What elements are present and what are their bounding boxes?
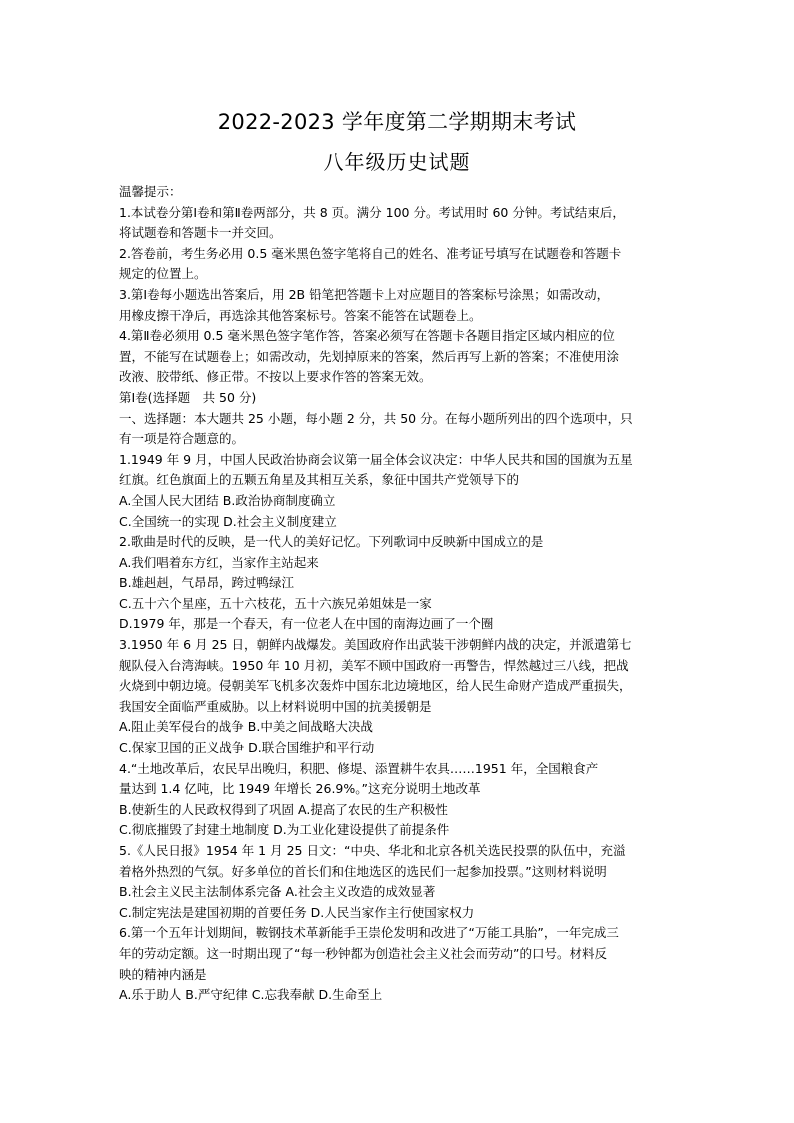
question-option: A.我们唱着东方红，当家作主站起来 [119, 554, 319, 570]
section-heading: 第Ⅰ卷(选择题 共 50 分) [119, 389, 257, 405]
question-options: A.阻止美军侵台的战争 B.中美之间战略大决战 [119, 719, 373, 735]
question-options: B.社会主义民主法制体系完备 A.社会主义改造的成效显著 [119, 884, 436, 900]
notice-line: 置，不能写在试题卷上；如需改动，先划掉原来的答案，然后再写上新的答案；不准使用涂 [119, 348, 620, 364]
question-options: A.乐于助人 B.严守纪律 C.忘我奉献 D.生命至上 [119, 987, 383, 1003]
notice-line: 1.本试卷分第Ⅰ卷和第Ⅱ卷两部分，共 8 页。满分 100 分。考试用时 60 分钟。考试结束后， [119, 204, 625, 220]
question-3 [119, 635, 685, 759]
notice-line: 4.第Ⅱ卷必须用 0.5 毫米黑色签字笔作答，答案必须写在答题卡各题目指定区域内相应的位 [119, 328, 615, 344]
question-stem: 年的劳动定额。这一时期出现了“每一秒钟都为创造社会主义社会而劳动”的口号。材料反 [119, 945, 607, 961]
question-stem: 5.《人民日报》1954 年 1 月 25 日文：“中央、华北和北京各机关选民投票的队伍中，充溢 [119, 843, 626, 858]
question-stem: 量达到 1.4 亿吨，比 1949 年增长 26.9%。”这充分说明土地改革 [119, 781, 481, 797]
notice-line: 3.第Ⅰ卷每小题选出答案后，用 2B 铅笔把答题卡上对应题目的答案标号涂黑；如需改动， [119, 286, 610, 302]
notice-line: 用橡皮擦干净后，再选涂其他答案标号。答案不能答在试题卷上。 [119, 307, 482, 323]
notice-line: 将试题卷和答题卡一并交回。 [119, 225, 282, 241]
question-option: B.雄赳赳，气昂昂，跨过鸭绿江 [119, 575, 295, 591]
question-stem: 火烧到中朝边境。侵朝美军飞机多次轰炸中国东北边境地区，给人民生命财产造成严重损失， [119, 678, 632, 694]
question-stem: 4.“土地改革后，农民早出晚归，积肥、修堤、添置耕牛农具……1951 年，全国粮食产 [119, 760, 599, 776]
section-header [119, 388, 685, 450]
question-stem: 1.1949 年 9 月，中国人民政治协商会议第一届全体会议决定：中华人民共和国的国旗为五星 [119, 451, 633, 467]
question-1 [119, 450, 685, 532]
notice-line: 规定的位置上。 [119, 266, 207, 282]
question-stem: 着格外热烈的气氛。好多单位的首长们和住地选区的选民们一起参加投票。”这则材料说明 [119, 863, 607, 879]
question-options: C.制定宪法是建国初期的首要任务 D.人民当家作主行使国家权力 [119, 904, 475, 920]
notice-line: 2.答卷前，考生务必用 0.5 毫米黑色签字笔将自己的姓名、准考证号填写在试题卷和答题卡 [119, 245, 622, 261]
section-intro-line: 一、选择题：本大题共 25 小题，每小题 2 分，共 50 分。在每小题所列出的四个选项中，只 [119, 410, 633, 426]
question-options: A.全国人民大团结 B.政治协商制度确立 [119, 492, 336, 508]
question-stem: 6.第一个五年计划期间，鞍钢技术革新能手王崇伦发明和改进了“万能工具胎”，一年完成三 [119, 925, 619, 941]
question-options: C.彻底摧毁了封建土地制度 D.为工业化建设提供了前提条件 [119, 822, 450, 838]
notice-block [119, 182, 685, 388]
question-option: D.1979 年，那是一个春天，有一位老人在中国的南海边画了一个圈 [119, 616, 494, 632]
question-options: C.全国统一的实现 D.社会主义制度建立 [119, 513, 337, 529]
question-stem: 映的精神内涵是 [119, 966, 207, 982]
question-stem: 红旗。红色旗面上的五颗五角星及其相互关系，象征中国共产党领导下的 [119, 472, 520, 488]
exam-body [119, 182, 685, 1006]
question-4 [119, 759, 685, 841]
section-intro-line: 有一项是符合题意的。 [119, 431, 245, 447]
question-stem: 我国安全面临严重威胁。以上材料说明中国的抗美援朝是 [119, 698, 432, 714]
question-stem: 3.1950 年 6 月 25 日，朝鲜内战爆发。美国政府作出武装干涉朝鲜内战的决定，并派遣第七 [119, 637, 632, 653]
exam-title: 2022-2023 学年度第二学期期末考试 [217, 110, 577, 134]
question-stem: 舰队侵入台湾海峡。1950 年 10 月初，美军不顾中国政府一再警告，悍然越过三八线，把战 [119, 657, 629, 673]
exam-subtitle: 八年级历史试题 [323, 150, 471, 174]
question-option: C.五十六个星座，五十六枝花，五十六族兄弟姐妹是一家 [119, 595, 432, 611]
question-options: C.保家卫国的正义战争 D.联合国维护和平行动 [119, 740, 375, 756]
notice-heading: 温馨提示： [119, 184, 182, 199]
question-stem: 2.歌曲是时代的反映，是一代人的美好记忆。下列歌词中反映新中国成立的是 [119, 534, 544, 550]
question-6 [119, 923, 685, 1005]
question-options: B.使新生的人民政权得到了巩固 A.提高了农民的生产积极性 [119, 801, 448, 817]
question-5 [119, 841, 685, 923]
notice-line: 改液、胶带纸、修正带。不按以上要求作答的答案无效。 [119, 369, 432, 385]
question-2 [119, 532, 685, 635]
